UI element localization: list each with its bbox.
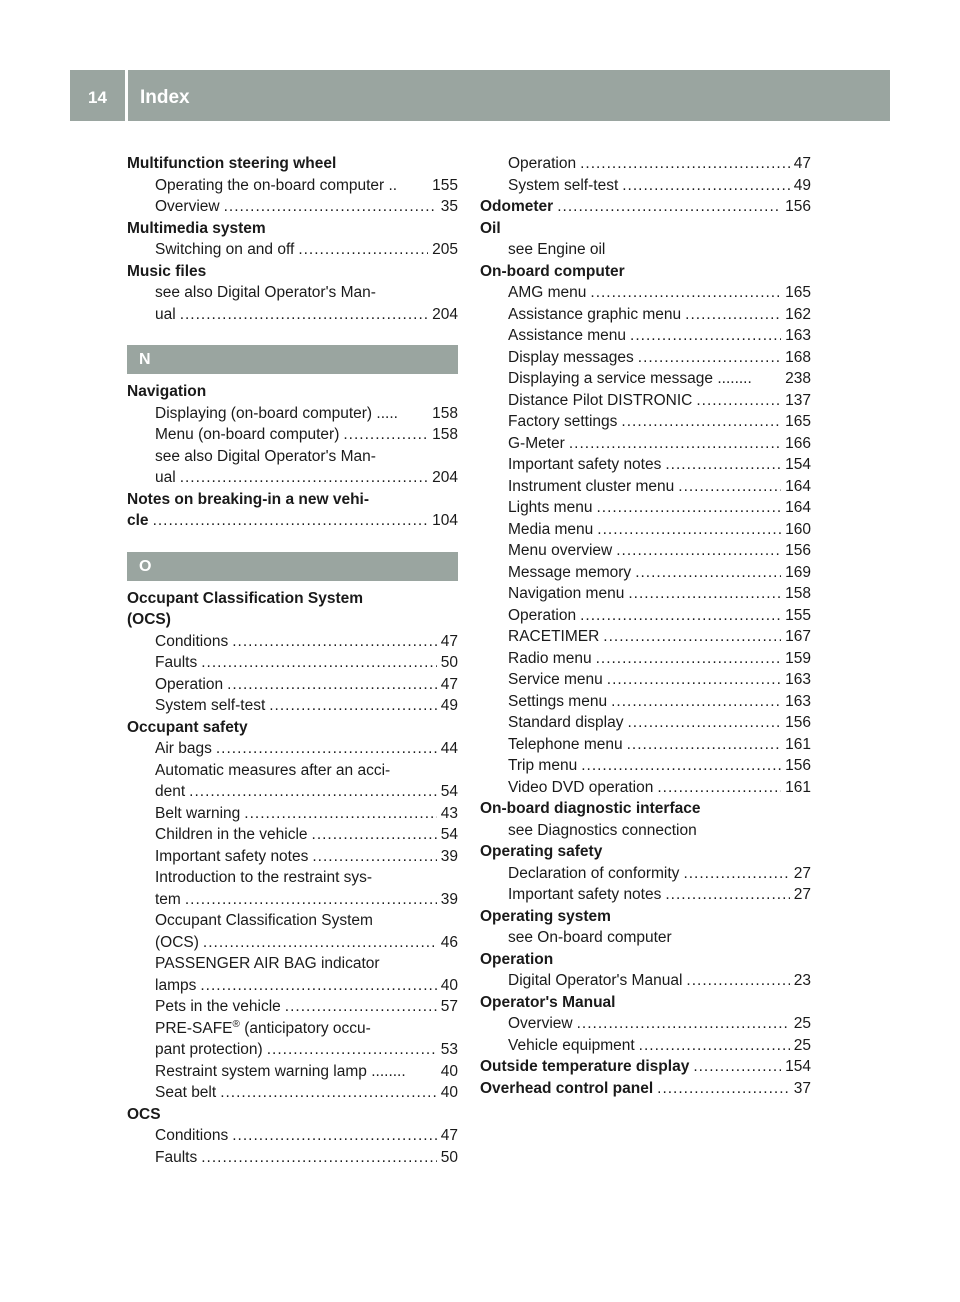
page-ref[interactable]: 165 [785,284,811,301]
index-column-right [480,153,811,1099]
entry-label: PRE-SAFE [155,1019,233,1037]
index-entry [480,669,811,691]
page-ref[interactable]: 37 [793,1079,811,1097]
entry-label: Media menu [508,520,594,538]
page-ref[interactable]: 57 [440,998,458,1015]
index-entry [127,803,458,825]
index-entry [127,239,458,261]
page-ref[interactable]: 39 [440,847,458,865]
entry-label: Video DVD operation [508,778,654,796]
page-ref[interactable]: 35 [440,198,458,215]
index-entry [127,1018,458,1040]
page-ref[interactable]: 46 [440,933,458,951]
entry-label: cle [127,512,149,529]
page-ref[interactable]: 27 [793,864,811,882]
index-entry [127,932,458,954]
entry-label: (OCS) [155,933,199,951]
page-ref[interactable]: 159 [785,649,811,667]
index-entry [127,467,458,489]
index-entry [480,605,811,627]
index-heading: Operator's Manual [480,993,616,1011]
letter-band-n: N [127,345,458,374]
entry-label: ual [155,469,176,486]
index-heading: Occupant Classification System [127,589,364,607]
entry-label: Operation [155,675,224,693]
entry-label: Belt warning [155,804,241,822]
entry-label: Operation [508,155,577,172]
index-entry [480,583,811,605]
header-bar [70,70,890,121]
index-entry [480,712,811,734]
entry-label: see also Digital Operator's Man- [155,284,376,301]
index-heading: On-board diagnostic interface [480,800,701,817]
index-entry [127,975,458,997]
index-heading: Multifunction steering wheel [127,155,337,172]
page-ref[interactable]: 43 [440,804,458,822]
entry-label: Conditions [155,1127,229,1144]
page-ref[interactable]: 54 [440,783,458,800]
index-column-left [127,153,458,1168]
index-entry [127,674,458,696]
index-entry [480,304,811,326]
page-ref[interactable]: 167 [785,628,811,645]
page-number: 14 [88,88,107,107]
index-entry [127,1125,458,1147]
entry-label: ual [155,305,176,323]
index-heading: Operating safety [480,843,603,860]
entry-label: System self-test [508,176,619,194]
entry-label: Trip menu [508,757,578,774]
entry-label: Assistance graphic menu [508,305,682,323]
entry-label: Menu overview [508,542,613,559]
page-ref[interactable]: 205 [432,241,458,258]
entry-label: Conditions [155,632,229,650]
page-ref[interactable]: 154 [785,456,811,473]
index-entry [127,403,458,425]
index-entry [127,738,458,760]
page-ref[interactable]: 49 [440,697,458,714]
entry-label: Factory settings [508,413,618,430]
page-ref[interactable]: 163 [785,692,811,710]
entry-label: AMG menu [508,284,587,301]
entry-label: Message memory [508,563,632,581]
entry-label: Outside temperature display [480,1058,690,1075]
entry-label: Menu (on-board computer) [155,426,340,443]
page-ref[interactable]: 137 [785,391,811,409]
entry-label: PASSENGER AIR BAG indicator [155,955,380,972]
entry-label: Faults [155,654,198,671]
index-heading: Navigation [127,383,207,400]
page-ref[interactable]: 23 [793,972,811,989]
page-ref[interactable]: 47 [440,632,458,650]
index-heading: Occupant safety [127,718,248,736]
page-ref[interactable]: 165 [785,413,811,430]
entry-label: Important safety notes [508,886,662,903]
entry-label: Operation [508,606,577,624]
index-entry [480,884,811,906]
page-ref[interactable]: 50 [440,1148,458,1166]
entry-label: Automatic measures after an acci- [155,761,391,779]
index-heading: OCS [127,1105,161,1123]
index-entry [480,153,811,175]
entry-label: Switching on and off [155,241,295,258]
entry-label: dent [155,783,186,800]
entry-label: Overhead control panel [480,1079,654,1097]
index-entry [480,1078,811,1100]
index-entry [127,196,458,218]
index-heading: Multimedia system [127,219,266,237]
entry-label: (anticipatory occu- [239,1019,371,1037]
page-ref[interactable]: 168 [785,348,811,366]
index-entry [480,691,811,713]
entry-label: Displaying (on-board computer) ..... [155,404,398,422]
registered-mark: ® [232,1018,240,1030]
page-ref[interactable]: 40 [440,976,458,994]
index-entry [480,497,811,519]
page-ref[interactable]: 162 [785,305,811,323]
entry-label: pant protection) [155,1041,263,1058]
index-entry [127,510,458,532]
page-title: Index [140,87,190,108]
entry-label: Lights menu [508,499,593,516]
index-entry [480,648,811,670]
entry-label: Odometer [480,198,554,215]
page-ref[interactable]: 47 [793,155,811,172]
page-ref[interactable]: 47 [440,675,458,693]
index-entry [480,282,811,304]
index-entry [127,781,458,803]
page-ref[interactable]: 204 [432,305,458,323]
page-ref[interactable]: 163 [785,327,811,344]
entry-label: Radio menu [508,649,592,667]
index-heading: Notes on breaking-in a new vehi- [127,490,370,508]
page-ref[interactable]: 156 [785,757,811,774]
entry-label: Introduction to the restraint sys- [155,869,373,886]
entry-label: Pets in the vehicle [155,998,281,1015]
index-entry [480,970,811,992]
index-entry [127,304,458,326]
page-ref[interactable]: 156 [785,542,811,559]
entry-label: Navigation menu [508,585,625,602]
index-entry [480,1035,811,1057]
entry-label: Declaration of conformity [508,864,680,882]
page-ref[interactable]: 238 [785,370,811,387]
page-ref[interactable]: 54 [440,826,458,843]
index-entry [480,175,811,197]
index-entry [480,476,811,498]
page-ref[interactable]: 25 [793,1036,811,1054]
page-ref[interactable]: 40 [440,1062,458,1080]
entry-label: lamps [155,976,197,994]
page-ref[interactable]: 156 [785,198,811,215]
entry-label: G-Meter [508,434,565,452]
entry-label: System self-test [155,697,266,714]
entry-label: Important safety notes [508,456,662,473]
index-entry [480,347,811,369]
entry-label: Displaying a service message ........ [508,370,752,387]
page-ref[interactable]: 164 [785,499,811,516]
page-ref[interactable]: 155 [432,176,458,194]
page-ref[interactable]: 104 [432,512,458,529]
entry-label: Distance Pilot DISTRONIC [508,391,693,409]
index-entry [480,454,811,476]
index-entry [127,652,458,674]
page-ref[interactable]: 27 [793,886,811,903]
entry-label: Faults [155,1148,198,1166]
page-ref[interactable]: 50 [440,654,458,671]
index-entry [480,863,811,885]
index-heading: Operation [480,950,554,968]
index-heading: Operating system [480,907,611,925]
entry-label: Occupant Classification System [155,912,373,929]
entry-label: Seat belt [155,1084,217,1101]
index-entry [480,411,811,433]
page-ref[interactable]: 25 [793,1015,811,1032]
page-ref[interactable]: 158 [432,426,458,443]
entry-label: RACETIMER [508,628,600,645]
page-ref[interactable]: 158 [785,585,811,602]
entry-label: Service menu [508,671,603,688]
index-entry [127,1082,458,1104]
letter-band-o: O [127,552,458,581]
entry-label: tem [155,890,181,908]
entry-label: see Engine oil [508,241,606,258]
index-entry [127,889,458,911]
page-ref[interactable]: 163 [785,671,811,688]
index-heading: Oil [480,219,501,237]
index-heading: On-board computer [480,262,625,280]
page-ref[interactable]: 164 [785,477,811,495]
index-entry [480,626,811,648]
index-entry [480,325,811,347]
index-entry [480,433,811,455]
index-entry [480,734,811,756]
entry-label: Digital Operator's Manual [508,972,683,989]
entry-label: Display messages [508,348,634,366]
entry-label: Telephone menu [508,735,623,753]
index-entry [127,846,458,868]
page-ref[interactable]: 154 [785,1058,811,1075]
entry-label: Standard display [508,714,624,731]
index-entry [127,695,458,717]
page-ref[interactable]: 47 [440,1127,458,1144]
page-ref[interactable]: 158 [432,404,458,422]
page-ref[interactable]: 161 [785,778,811,796]
entry-label: Settings menu [508,692,608,710]
entry-label: Vehicle equipment [508,1036,635,1054]
index-entry [480,755,811,777]
index-entry [127,1039,458,1061]
page-ref[interactable]: 161 [785,735,811,753]
page-ref[interactable]: 155 [785,606,811,624]
index-entry [127,1147,458,1169]
page-ref[interactable]: 166 [785,434,811,452]
index-entry [480,777,811,799]
index-entry [480,519,811,541]
index-entry [127,424,458,446]
index-entry [480,1013,811,1035]
entry-label: Overview [155,198,220,215]
page-ref[interactable]: 156 [785,714,811,731]
index-entry [127,1061,458,1083]
entry-label: Children in the vehicle [155,826,308,843]
page-ref[interactable]: 40 [440,1084,458,1101]
index-entry [480,1056,811,1078]
index-entry [127,996,458,1018]
index-entry [127,824,458,846]
index-entry [480,540,811,562]
page-ref[interactable]: 204 [432,469,458,486]
index-entry [480,368,811,390]
page-ref[interactable]: 169 [785,563,811,581]
entry-label: Overview [508,1015,573,1032]
index-heading: Music files [127,262,207,280]
index-entry [480,196,811,218]
page-ref[interactable]: 160 [785,520,811,538]
index-entry [480,562,811,584]
entry-label: see also Digital Operator's Man- [155,447,376,465]
page-ref[interactable]: 44 [440,740,458,757]
index-entry [127,175,458,197]
entry-label: Instrument cluster menu [508,477,675,495]
index-heading: (OCS) [127,611,171,628]
entry-label: Operating the on-board computer .. [155,176,398,194]
entry-label: Assistance menu [508,327,627,344]
page-ref[interactable]: 53 [440,1041,458,1058]
page-ref[interactable]: 39 [440,890,458,908]
entry-label: Air bags [155,740,212,757]
entry-label: see Diagnostics connection [508,821,697,839]
index-entry [127,631,458,653]
entry-label: Restraint system warning lamp ........ [155,1062,406,1080]
entry-label: Important safety notes [155,847,309,865]
index-entry [480,390,811,412]
page-ref[interactable]: 49 [793,176,811,194]
header-divider [125,70,128,121]
entry-label: see On-board computer [508,929,672,946]
